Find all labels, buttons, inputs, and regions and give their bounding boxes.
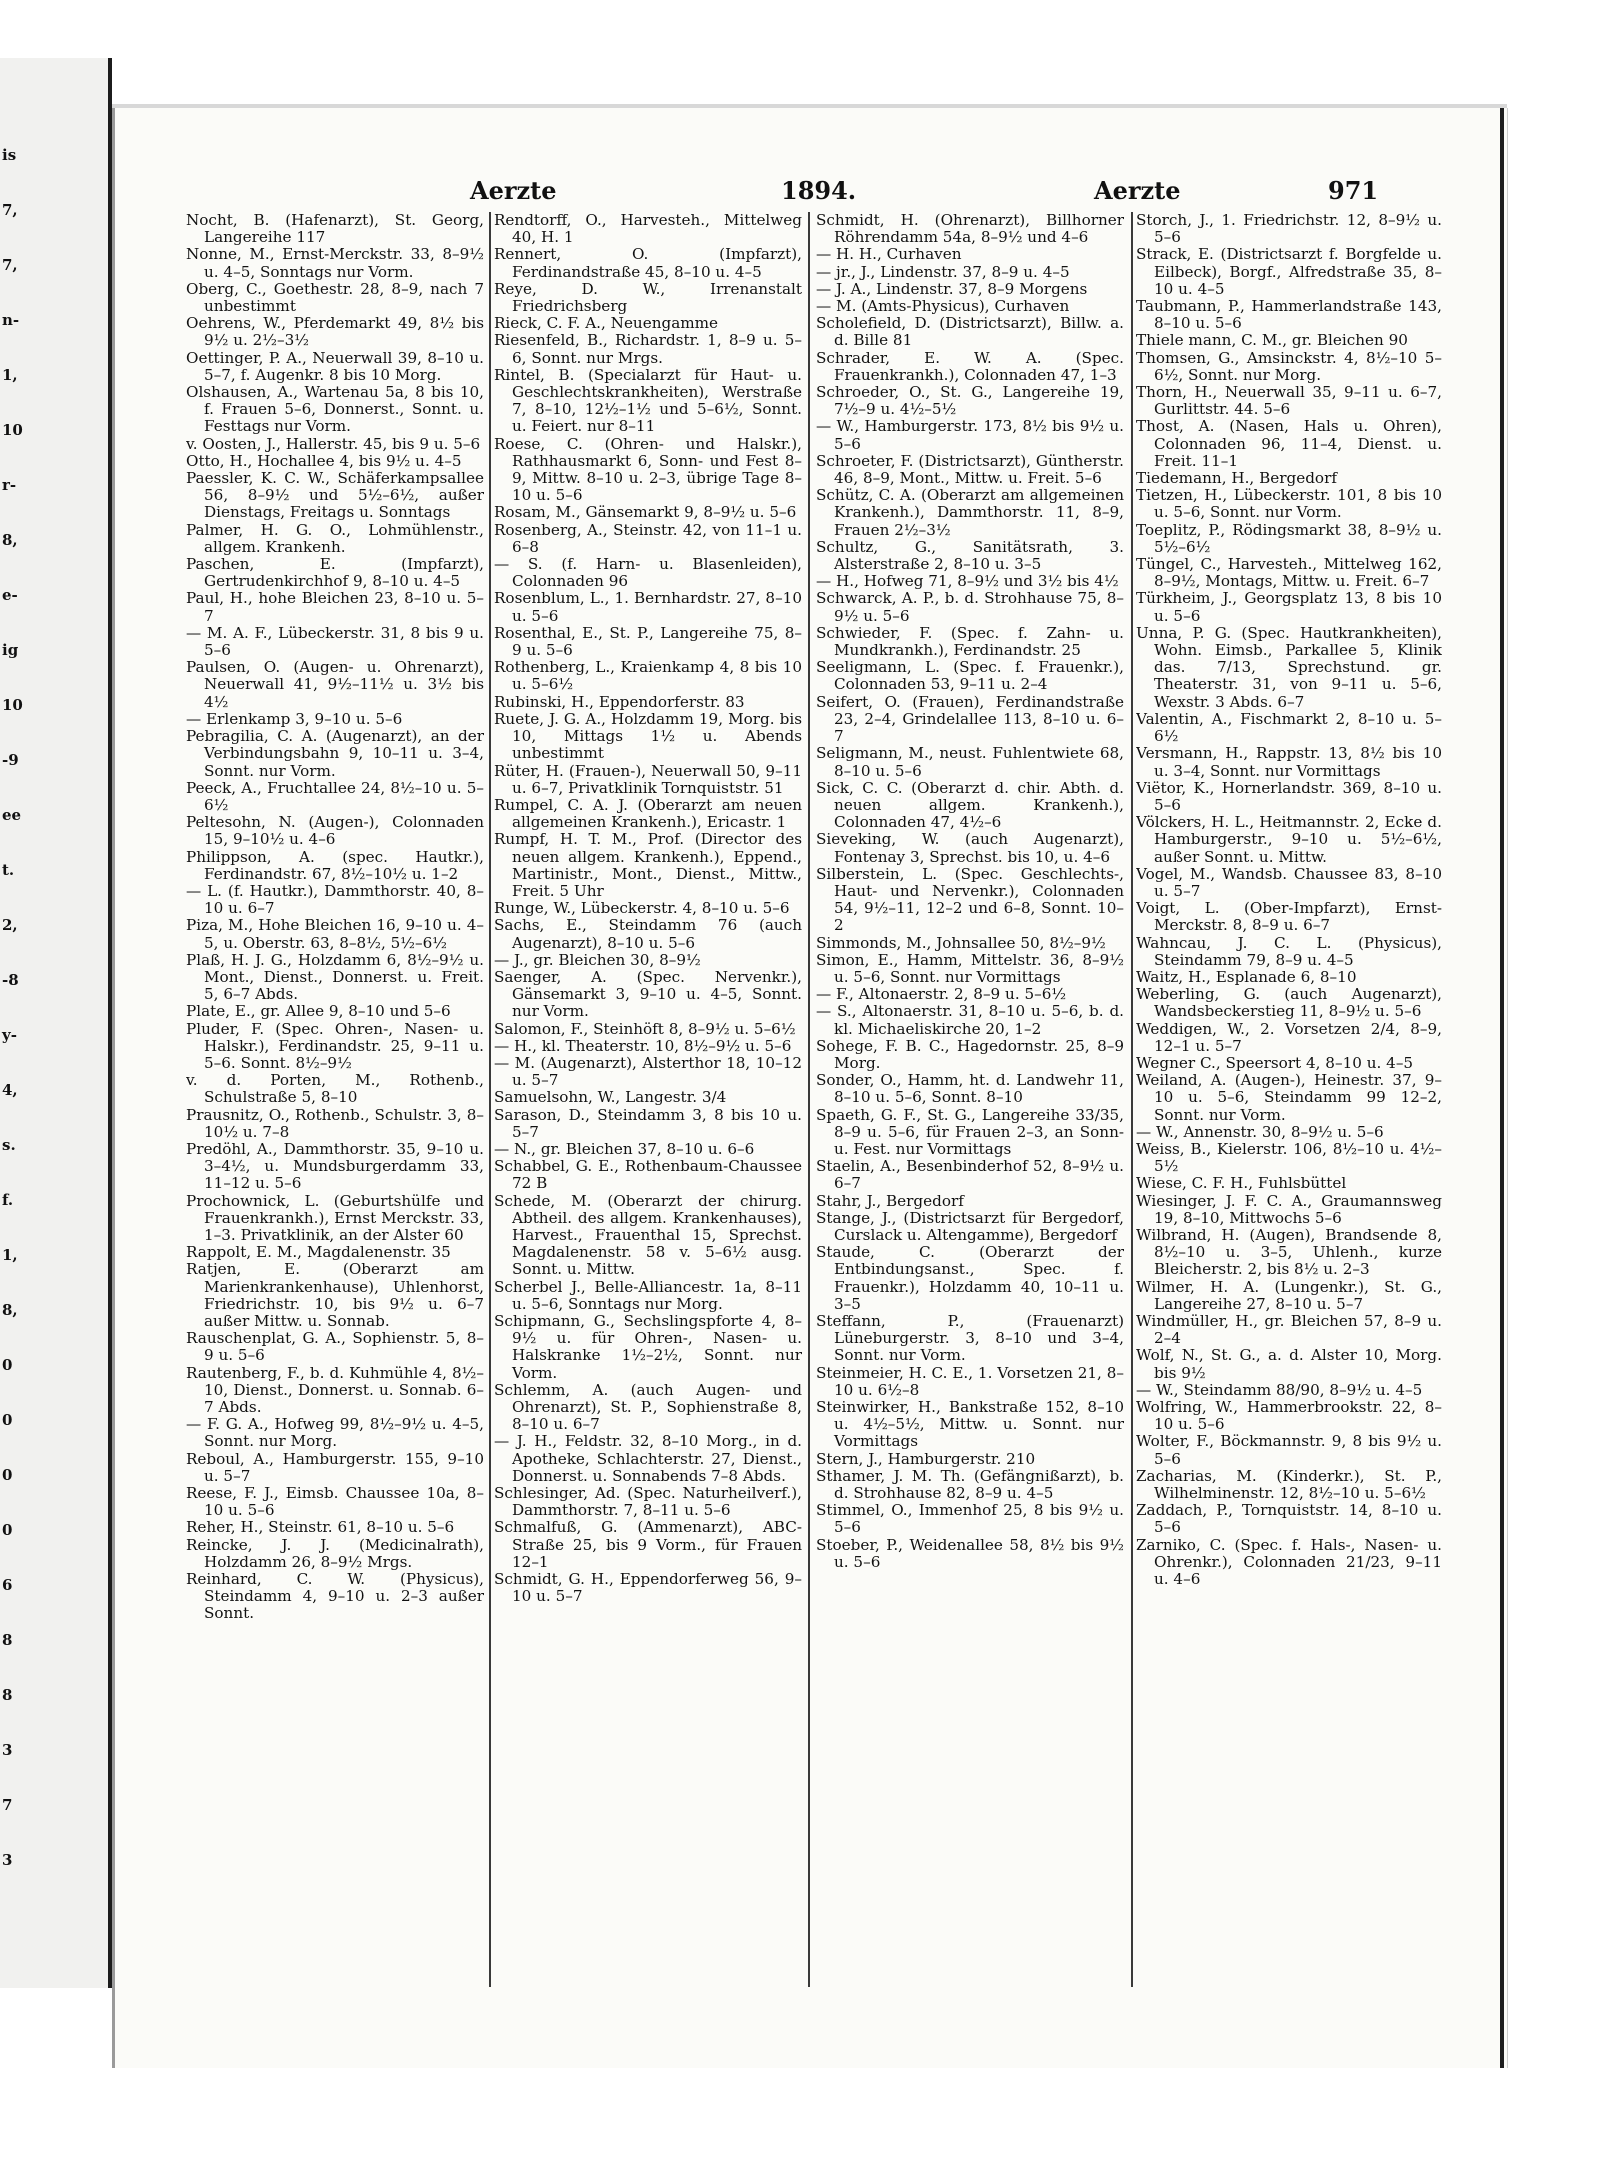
directory-entry: Wolfring, W., Hammerbrookstr. 22, 8–10 u. 5–6: [1136, 1398, 1442, 1434]
previous-page-fragment: 1,: [2, 1246, 18, 1264]
directory-entry: Wahncau, J. C. L. (Physicus), Steindamm 79, 8–9 u. 4–5: [1136, 933, 1442, 969]
column-divider: [1131, 212, 1133, 1987]
directory-entry: Nonne, M., Ernst-Merckstr. 33, 8–9½ u. 4–5, Sonntags nur Vorm.: [186, 245, 484, 281]
directory-entry: Weiland, A. (Augen-), Heinestr. 37, 9–10 u. 5–6, Steindamm 99 12–2, Sonnt. nur Vorm.: [1136, 1071, 1442, 1124]
directory-entry: Schede, M. (Oberarzt der chirurg. Abtheil. des allgem. Krankenhauses), Harvest., Frauenthal 15, Sprechst. Magdalenenstr. 58 v. 5–6½ ausg. Sonnt. u. Mittw.: [494, 1191, 802, 1279]
directory-entry: Ruete, J. G. A., Holzdamm 19, Morg. bis 10, Mittags 1½ u. Abends unbestimmt: [494, 709, 802, 763]
directory-entry: Peeck, A., Fruchtallee 24, 8½–10 u. 5–6½: [186, 778, 484, 814]
previous-page-fragment: 0: [2, 1521, 13, 1539]
directory-entry: Oettinger, P. A., Neuerwall 39, 8–10 u. 5–7, f. Augenkr. 8 bis 10 Morg.: [186, 348, 484, 384]
previous-page-fragment: f.: [2, 1191, 14, 1209]
directory-entry: Wiesinger, J. F. C. A., Graumannsweg 19, 8–10, Mittwochs 5–6: [1136, 1191, 1442, 1227]
directory-entry: — L. (f. Hautkr.), Dammthorstr. 40, 8–10 u. 6–7: [186, 881, 484, 918]
directory-entry: Taubmann, P., Hammerlandstraße 143, 8–10 u. 5–6: [1136, 297, 1442, 333]
directory-entry: — S. (f. Harn- u. Blasenleiden), Colonnaden 96: [494, 555, 802, 591]
page-right-border: [1500, 108, 1504, 2068]
directory-entry: Rüter, H. (Frauen-), Neuerwall 50, 9–11 u. 6–7, Privatklinik Tornquiststr. 51: [494, 761, 802, 797]
directory-entry: Sieveking, W. (auch Augenarzt), Fontenay 3, Sprechst. bis 10, u. 4–6: [816, 830, 1124, 866]
directory-entry: — M. (Augenarzt), Alsterthor 18, 10–12 u. 5–7: [494, 1053, 802, 1090]
previous-page-fragment: 7,: [2, 201, 18, 219]
page-number: 971: [1328, 176, 1379, 205]
directory-entry: — M. A. F., Lübeckerstr. 31, 8 bis 9 u. 5–6: [186, 623, 484, 660]
directory-entry: Zaddach, P., Tornquiststr. 14, 8–10 u. 5–6: [1136, 1501, 1442, 1537]
directory-entry: Reinhard, C. W. (Physicus), Steindamm 4, 9–10 u. 2–3 außer Sonnt.: [186, 1570, 484, 1623]
directory-entry: Vogel, M., Wandsb. Chaussee 83, 8–10 u. 5–7: [1136, 864, 1442, 900]
previous-page-fragment: 1,: [2, 366, 18, 384]
directory-entry: Seeligmann, L. (Spec. f. Frauenkr.), Colonnaden 53, 9–11 u. 2–4: [816, 658, 1124, 694]
directory-entry: Toeplitz, P., Rödingsmarkt 38, 8–9½ u. 5½–6½: [1136, 520, 1442, 556]
directory-entry: — W., Steindamm 88/90, 8–9½ u. 4–5: [1136, 1380, 1423, 1399]
directory-entry: Staude, C. (Oberarzt der Entbindungsanst., Spec. f. Frauenkr.), Holzdamm 40, 10–11 u. 3–5: [816, 1243, 1124, 1313]
directory-entry: Peltesohn, N. (Augen-), Colonnaden 15, 9–10½ u. 4–6: [186, 813, 484, 849]
directory-entry: Predöhl, A., Dammthorstr. 35, 9–10 u. 3–4½, u. Mundsburgerdamm 33, 11–12 u. 5–6: [186, 1139, 484, 1193]
previous-page-fragment: 8,: [2, 531, 18, 549]
directory-entry: Weiss, B., Kielerstr. 106, 8½–10 u. 4½–5½: [1136, 1139, 1442, 1176]
directory-entry: Tüngel, C., Harvesteh., Mittelweg 162, 8–9½, Montags, Mittw. u. Freit. 6–7: [1136, 555, 1442, 591]
directory-entry: Ratjen, E. (Oberarzt am Marienkrankenhause), Uhlenhorst, Friedrichstr. 10, bis 9½ u. 6–7 außer Mittw. u. Sonnab.: [186, 1260, 484, 1330]
directory-entry: Windmüller, H., gr. Bleichen 57, 8–9 u. 2–4: [1136, 1312, 1442, 1348]
directory-entry: Wolter, F., Böckmannstr. 9, 8 bis 9½ u. 5–6: [1136, 1432, 1442, 1468]
directory-entry: Plaß, H. J. G., Holzdamm 6, 8½–9½ u. Mont., Dienst., Donnerst. u. Freit. 5, 6–7 Abds.: [186, 950, 484, 1004]
directory-entry: Simmonds, M., Johnsallee 50, 8½–9½: [816, 933, 1106, 952]
directory-entry: Scholefield, D. (Districtsarzt), Billw. a. d. Bille 81: [816, 314, 1124, 350]
directory-entry: — W., Annenstr. 30, 8–9½ u. 5–6: [1136, 1122, 1384, 1141]
directory-entry: Wiese, C. F. H., Fuhlsbüttel: [1136, 1174, 1347, 1193]
directory-entry: Schroeter, F. (Districtsarzt), Güntherstr. 46, 8–9, Mont., Mittw. u. Freit. 5–6: [816, 451, 1124, 488]
directory-entry: Rosam, M., Gänsemarkt 9, 8–9½ u. 5–6: [494, 503, 797, 522]
directory-entry: — S., Altonaerstr. 31, 8–10 u. 5–6, b. d. kl. Michaeliskirche 20, 1–2: [816, 1002, 1124, 1038]
directory-entry: Paessler, K. C. W., Schäferkampsallee 56, 8–9½ und 5½–6½, außer Dienstags, Freitags u. Sonntags: [186, 469, 484, 522]
directory-entry: Schrader, E. W. A. (Spec. Frauenkrankh.), Colonnaden 47, 1–3: [816, 348, 1124, 384]
previous-page-fragment: r-: [2, 476, 17, 494]
directory-entry: — H., Hofweg 71, 8–9½ und 3½ bis 4½: [816, 572, 1119, 591]
previous-page-fragment: 4,: [2, 1081, 18, 1099]
directory-entry: Scherbel J., Belle-Alliancestr. 1a, 8–11 u. 5–6, Sonntags nur Morg.: [494, 1277, 802, 1313]
previous-page-fragment: -9: [2, 751, 19, 769]
directory-entry: Stahr, J., Bergedorf: [816, 1191, 964, 1210]
directory-entry: Rendtorff, O., Harvesteh., Mittelweg 40, H. 1: [494, 212, 802, 247]
header-year: 1894.: [781, 176, 857, 205]
directory-entry: Pebragilia, C. A. (Augenarzt), an der Verbindungsbahn 9, 10–11 u. 3–4, Sonnt. nur Vorm.: [186, 727, 484, 780]
directory-entry: Unna, P. G. (Spec. Hautkrankheiten), Wohn. Eimsb., Parkallee 5, Klinik das. 7/13, Sprechstund. gr. Theaterstr. 31, von 9–11 u. 5–6, Wexstr. 3 Abds. 6–7: [1136, 623, 1442, 711]
directory-entry: Versmann, H., Rappstr. 13, 8½ bis 10 u. 3–4, Sonnt. nur Vormittags: [1136, 744, 1442, 780]
directory-entry: Simon, E., Hamm, Mittelstr. 36, 8–9½ u. 5–6, Sonnt. nur Vormittags: [816, 950, 1124, 986]
directory-entry: Rieck, C. F. A., Neuengamme: [494, 314, 719, 333]
directory-entry: Schultz, G., Sanitätsrath, 3. Alsterstraße 2, 8–10 u. 3–5: [816, 537, 1124, 574]
previous-page-fragment: 3: [2, 1741, 13, 1759]
previous-page-edge: [0, 58, 112, 1988]
directory-entry: — F. G. A., Hofweg 99, 8½–9½ u. 4–5, Sonnt. nur Morg.: [186, 1415, 484, 1451]
directory-entry: Rothenberg, L., Kraienkamp 4, 8 bis 10 u. 5–6½: [494, 658, 802, 694]
previous-page-fragment: 6: [2, 1576, 13, 1594]
directory-entry: Schipmann, G., Sechslingspforte 4, 8–9½ u. für Ohren-, Nasen- u. Halskranke 1½–2½, Sonnt. nur Vorm.: [494, 1312, 802, 1382]
directory-entry: Rosenberg, A., Steinstr. 42, von 11–1 u. 6–8: [494, 520, 802, 556]
previous-page-fragment: ig: [2, 641, 19, 659]
previous-page-fragment: n-: [2, 311, 20, 329]
directory-entry: Schmalfuß, G. (Ammenarzt), ABC-Straße 25, bis 9 Vorm., für Frauen 12–1: [494, 1518, 802, 1571]
directory-entry: Storch, J., 1. Friedrichstr. 12, 8–9½ u. 5–6: [1136, 212, 1442, 247]
directory-entry: Runge, W., Lübeckerstr. 4, 8–10 u. 5–6: [494, 899, 790, 918]
previous-page-fragment: 8,: [2, 1301, 18, 1319]
previous-page-fragment: 7: [2, 1796, 13, 1814]
directory-entry: Otto, H., Hochallee 4, bis 9½ u. 4–5: [186, 451, 462, 470]
directory-entry: Schwarck, A. P., b. d. Strohhause 75, 8–9½ u. 5–6: [816, 589, 1124, 625]
directory-entry: Plate, E., gr. Allee 9, 8–10 und 5–6: [186, 1002, 451, 1021]
directory-entry: Weddigen, W., 2. Vorsetzen 2/4, 8–9, 12–1 u. 5–7: [1136, 1019, 1442, 1055]
directory-entry: — F., Altonaerstr. 2, 8–9 u. 5–6½: [816, 985, 1067, 1004]
previous-page-fragment: 0: [2, 1411, 13, 1429]
directory-entry: Rumpel, C. A. J. (Oberarzt am neuen allgemeinen Krankenh.), Ericastr. 1: [494, 795, 802, 832]
directory-entry: Schlemm, A. (auch Augen- und Ohrenarzt), St. P., Sophienstraße 8, 8–10 u. 6–7: [494, 1380, 802, 1434]
directory-entry: Wilmer, H. A. (Lungenkr.), St. G., Langereihe 27, 8–10 u. 5–7: [1136, 1277, 1442, 1313]
directory-entry: Steinwirker, H., Bankstraße 152, 8–10 u. 4½–5½, Mittw. u. Sonnt. nur Vormittags: [816, 1398, 1124, 1451]
directory-entry: Thorn, H., Neuerwall 35, 9–11 u. 6–7, Gurlittstr. 44. 5–6: [1136, 383, 1442, 419]
directory-entry: Olshausen, A., Wartenau 5a, 8 bis 10, f. Frauen 5–6, Donnerst., Sonnt. u. Festtags nur Vorm.: [186, 383, 484, 436]
directory-entry: Schroeder, O., St. G., Langereihe 19, 7½–9 u. 4½–5½: [816, 383, 1124, 419]
directory-entry: Reher, H., Steinstr. 61, 8–10 u. 5–6: [186, 1518, 455, 1537]
directory-entry: Steinmeier, H. C. E., 1. Vorsetzen 21, 8–10 u. 6½–8: [816, 1363, 1124, 1399]
directory-entry: Völckers, H. L., Heitmannstr. 2, Ecke d. Hamburgerstr., 9–10 u. 5½–6½, außer Sonnt. u. Mittw.: [1136, 813, 1442, 866]
directory-entry: Rosenblum, L., 1. Bernhardstr. 27, 8–10 u. 5–6: [494, 589, 802, 625]
directory-entry: Silberstein, L. (Spec. Geschlechts-, Haut- und Nervenkr.), Colonnaden 54, 9½–11, 12–2 und 6–8, Sonnt. 10–2: [816, 864, 1124, 935]
previous-page-fragment: is: [2, 146, 17, 164]
directory-entry: Palmer, H. G. O., Lohmühlenstr., allgem. Krankenh.: [186, 520, 484, 556]
directory-entry: Saenger, A. (Spec. Nervenkr.), Gänsemarkt 3, 9–10 u. 4–5, Sonnt. nur Vorm.: [494, 967, 802, 1021]
directory-entry: Roese, C. (Ohren- und Halskr.), Rathhausmarkt 6, Sonn- und Fest 8–9, Mittw. 8–10 u. 2–3, übrige Tage 8–10 u. 5–6: [494, 434, 802, 505]
directory-entry: Wolf, N., St. G., a. d. Alster 10, Morg. bis 9½: [1136, 1346, 1442, 1382]
directory-entry: Schmidt, G. H., Eppendorferweg 56, 9–10 u. 5–7: [494, 1570, 802, 1606]
directory-entry: Schütz, C. A. (Oberarzt am allgemeinen Krankenh.), Dammthorstr. 11, 8–9, Frauen 2½–3½: [816, 486, 1124, 539]
directory-entry: — M. (Amts-Physicus), Curhaven: [816, 297, 1070, 316]
directory-entry: Türkheim, J., Georgsplatz 13, 8 bis 10 u. 5–6: [1136, 589, 1442, 625]
directory-entry: — Erlenkamp 3, 9–10 u. 5–6: [186, 709, 403, 728]
directory-entry: Schlesinger, Ad. (Spec. Naturheilverf.), Dammthorstr. 7, 8–11 u. 5–6: [494, 1484, 802, 1520]
previous-page-fragment: 3: [2, 1851, 13, 1869]
directory-entry: Rintel, B. (Specialarzt für Haut- u. Geschlechtskrankheiten), Werstraße 7, 8–10, 12½–1½ und 5–6½, Sonnt. u. Feiert. nur 8–11: [494, 365, 802, 436]
directory-entry: v. Oosten, J., Hallerstr. 45, bis 9 u. 5–6: [186, 434, 481, 453]
directory-entry: Oehrens, W., Pferdemarkt 49, 8½ bis 9½ u. 2½–3½: [186, 314, 484, 350]
directory-entry: Viëtor, K., Hornerlandstr. 369, 8–10 u. 5–6: [1136, 778, 1442, 814]
directory-entry: Prochownick, L. (Geburtshülfe und Frauenkrankh.), Ernst Merckstr. 33, 1–3. Privatklinik, an der Alster 60: [186, 1191, 484, 1244]
directory-entry: Rubinski, H., Eppendorferstr. 83: [494, 692, 745, 711]
directory-entry: Paschen, E. (Impfarzt), Gertrudenkirchhof 9, 8–10 u. 4–5: [186, 555, 484, 591]
directory-entry: Schwieder, F. (Spec. f. Zahn- u. Mundkrankh.), Ferdinandstr. 25: [816, 623, 1124, 660]
directory-entry: Schmidt, H. (Ohrenarzt), Billhorner Röhrendamm 54a, 8–9½ und 4–6: [816, 212, 1124, 247]
directory-entry: Rauschenplat, G. A., Sophienstr. 5, 8–9 u. 5–6: [186, 1329, 484, 1365]
directory-entry: — J. H., Feldstr. 32, 8–10 Morg., in d. Apotheke, Schlachterstr. 27, Dienst., Donnerst. u. Sonnabends 7–8 Abds.: [494, 1432, 802, 1485]
directory-entry: Pluder, F. (Spec. Ohren-, Nasen- u. Halskr.), Ferdinandstr. 25, 9–11 u. 5–6. Sonnt. 8½–9½: [186, 1019, 484, 1072]
column-1: [186, 212, 484, 1989]
previous-page-fragment: 2,: [2, 916, 18, 934]
directory-entry: Reincke, J. J. (Medicinalrath), Holzdamm 26, 8–9½ Mrgs.: [186, 1535, 484, 1571]
directory-entry: Stern, J., Hamburgerstr. 210: [816, 1449, 1036, 1468]
directory-entry: Samuelsohn, W., Langestr. 3/4: [494, 1088, 727, 1107]
directory-entry: — H. H., Curhaven: [816, 245, 962, 264]
directory-entry: Piza, M., Hohe Bleichen 16, 9–10 u. 4–5, u. Oberstr. 63, 8–8½, 5½–6½: [186, 916, 484, 952]
directory-entry: Oberg, C., Goethestr. 28, 8–9, nach 7 unbestimmt: [186, 279, 484, 316]
directory-entry: Sachs, E., Steindamm 76 (auch Augenarzt), 8–10 u. 5–6: [494, 916, 802, 952]
previous-page-fragment: 8: [2, 1631, 13, 1649]
previous-page-fragment: 10: [2, 696, 23, 714]
previous-page-fragment: e-: [2, 586, 18, 604]
previous-page-fragment: 7,: [2, 256, 18, 274]
directory-entry: — N., gr. Bleichen 37, 8–10 u. 6–6: [494, 1139, 755, 1158]
directory-entry: Rennert, O. (Impfarzt), Ferdinandstraße 45, 8–10 u. 4–5: [494, 245, 802, 281]
header-left-title: Aerzte: [470, 176, 557, 205]
directory-entry: Rappolt, E. M., Magdalenenstr. 35: [186, 1243, 451, 1262]
directory-entry: Waitz, H., Esplanade 6, 8–10: [1136, 967, 1357, 986]
header-right-title: Aerzte: [1094, 176, 1181, 205]
directory-entry: Staelin, A., Besenbinderhof 52, 8–9½ u. 6–7: [816, 1157, 1124, 1193]
directory-entry: Rosenthal, E., St. P., Langereihe 75, 8–9 u. 5–6: [494, 623, 802, 660]
previous-page-fragment: -8: [2, 971, 19, 989]
column-divider: [489, 212, 491, 1987]
directory-entry: Rumpf, H. T. M., Prof. (Director des neuen allgem. Krankenh.), Eppend., Martinistr., Mont., Dienst., Mittw., Freit. 5 Uhr: [494, 830, 802, 900]
directory-entry: Reye, D. W., Irrenanstalt Friedrichsberg: [494, 279, 802, 316]
directory-entry: Zarniko, C. (Spec. f. Hals-, Nasen- u. Ohrenkr.), Colonnaden 21/23, 9–11 u. 4–6: [1136, 1535, 1442, 1589]
directory-entry: Salomon, F., Steinhöft 8, 8–9½ u. 5–6½: [494, 1019, 796, 1038]
directory-entry: Valentin, A., Fischmarkt 2, 8–10 u. 5–6½: [1136, 709, 1442, 746]
directory-entry: Stimmel, O., Immenhof 25, 8 bis 9½ u. 5–6: [816, 1501, 1124, 1537]
directory-entry: Sarason, D., Steindamm 3, 8 bis 10 u. 5–7: [494, 1105, 802, 1141]
directory-entry: Paul, H., hohe Bleichen 23, 8–10 u. 5–7: [186, 589, 484, 625]
directory-entry: Schabbel, G. E., Rothenbaum-Chaussee 72 B: [494, 1157, 802, 1193]
directory-entry: — W., Hamburgerstr. 173, 8½ bis 9½ u. 5–6: [816, 417, 1124, 453]
directory-entry: Sohege, F. B. C., Hagedornstr. 25, 8–9 Morg.: [816, 1036, 1124, 1072]
directory-entry: Strack, E. (Districtsarzt f. Borgfelde u. Eilbeck), Borgf., Alfredstraße 35, 8–10 u. 4–5: [1136, 245, 1442, 298]
directory-entry: — jr., J., Lindenstr. 37, 8–9 u. 4–5: [816, 262, 1070, 281]
previous-page-fragment: 10: [2, 421, 23, 439]
directory-entry: Paulsen, O. (Augen- u. Ohrenarzt), Neuerwall 41, 9½–11½ u. 3½ bis 4½: [186, 658, 484, 711]
previous-page-fragment: t.: [2, 861, 15, 879]
previous-page-fragment: 8: [2, 1686, 13, 1704]
directory-entry: Sonder, O., Hamm, ht. d. Landwehr 11, 8–10 u. 5–6, Sonnt. 8–10: [816, 1071, 1124, 1107]
directory-entry: Tietzen, H., Lübeckerstr. 101, 8 bis 10 u. 5–6, Sonnt. nur Vorm.: [1136, 486, 1442, 522]
directory-entry: Wilbrand, H. (Augen), Brandsende 8, 8½–10 u. 3–5, Uhlenh., kurze Bleicherstr. 2, bis 8½ u. 2–3: [1136, 1225, 1442, 1279]
directory-entry: Wegner C., Speersort 4, 8–10 u. 4–5: [1136, 1053, 1414, 1072]
directory-entry: Philippson, A. (spec. Hautkr.), Ferdinandstr. 67, 8½–10½ u. 1–2: [186, 847, 484, 883]
previous-page-fragment: ee: [2, 806, 22, 824]
previous-page-fragment: s.: [2, 1136, 16, 1154]
directory-entry: — H., kl. Theaterstr. 10, 8½–9½ u. 5–6: [494, 1036, 792, 1055]
directory-entry: Tiedemann, H., Bergedorf: [1136, 469, 1337, 488]
directory-entry: — J. A., Lindenstr. 37, 8–9 Morgens: [816, 279, 1088, 298]
directory-entry: Nocht, B. (Hafenarzt), St. Georg, Langereihe 117: [186, 212, 484, 247]
column-4: [1136, 212, 1442, 1989]
directory-entry: Thiele mann, C. M., gr. Bleichen 90: [1136, 331, 1408, 350]
previous-page-fragment: y-: [2, 1026, 17, 1044]
directory-entry: Weberling, G. (auch Augenarzt), Wandsbeckerstieg 11, 8–9½ u. 5–6: [1136, 985, 1442, 1021]
directory-entry: Stoeber, P., Weidenallee 58, 8½ bis 9½ u. 5–6: [816, 1535, 1124, 1571]
directory-entry: Reese, F. J., Eimsb. Chaussee 10a, 8–10 u. 5–6: [186, 1484, 484, 1520]
directory-entry: Seifert, O. (Frauen), Ferdinandstraße 23, 2–4, Grindelallee 113, 8–10 u. 6–7: [816, 692, 1124, 746]
previous-page-fragment: 0: [2, 1356, 13, 1374]
column-divider: [808, 212, 810, 1987]
previous-page-fragment: 0: [2, 1466, 13, 1484]
directory-entry: Sthamer, J. M. Th. (Gefängnißarzt), b. d. Strohhause 82, 8–9 u. 4–5: [816, 1466, 1124, 1503]
directory-entry: Spaeth, G. F., St. G., Langereihe 33/35, 8–9 u. 5–6, für Frauen 2–3, an Sonn- u. Fest. nur Vormittags: [816, 1105, 1124, 1158]
directory-entry: Stange, J., (Districtsarzt für Bergedorf, Curslack u. Altengamme), Bergedorf: [816, 1208, 1124, 1244]
directory-entry: Voigt, L. (Ober-Impfarzt), Ernst-Merckstr. 8, 8–9 u. 6–7: [1136, 899, 1442, 935]
directory-entry: v. d. Porten, M., Rothenb., Schulstraße 5, 8–10: [186, 1071, 484, 1107]
column-3: [816, 212, 1124, 1989]
directory-entry: Thost, A. (Nasen, Hals u. Ohren), Colonnaden 96, 11–4, Dienst. u. Freit. 11–1: [1136, 417, 1442, 470]
directory-entry: Seligmann, M., neust. Fuhlentwiete 68, 8–10 u. 5–6: [816, 744, 1124, 780]
directory-entry: — J., gr. Bleichen 30, 8–9½: [494, 950, 701, 969]
directory-entry: Zacharias, M. (Kinderkr.), St. P., Wilhelminenstr. 12, 8½–10 u. 5–6½: [1136, 1466, 1442, 1503]
directory-entry: Reboul, A., Hamburgerstr. 155, 9–10 u. 5–7: [186, 1449, 484, 1485]
column-2: [494, 212, 802, 1989]
directory-entry: Prausnitz, O., Rothenb., Schulstr. 3, 8–10½ u. 7–8: [186, 1105, 484, 1141]
directory-entry: Steffann, P., (Frauenarzt) Lüneburgerstr. 3, 8–10 und 3–4, Sonnt. nur Vorm.: [816, 1312, 1124, 1365]
directory-entry: Rautenberg, F., b. d. Kuhmühle 4, 8½–10, Dienst., Donnerst. u. Sonnab. 6–7 Abds.: [186, 1363, 484, 1417]
directory-entry: Riesenfeld, B., Richardstr. 1, 8–9 u. 5–6, Sonnt. nur Mrgs.: [494, 331, 802, 367]
directory-entry: Thomsen, G., Amsinckstr. 4, 8½–10 5–6½, Sonnt. nur Morg.: [1136, 348, 1442, 384]
directory-entry: Sick, C. C. (Oberarzt d. chir. Abth. d. neuen allgem. Krankenh.), Colonnaden 47, 4½–6: [816, 778, 1124, 832]
